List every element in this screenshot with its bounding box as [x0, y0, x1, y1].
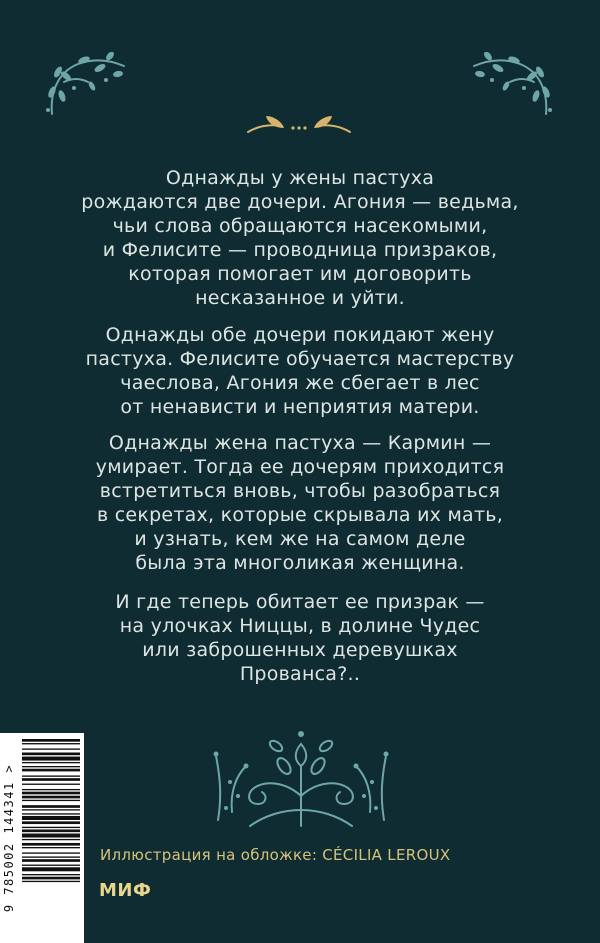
blurb-paragraph-1	[60, 166, 540, 310]
blurb-line: и узнать, кем же на самом деле	[134, 528, 466, 550]
blurb-line: И где теперь обитает ее призрак —	[115, 591, 485, 613]
barcode-stripe	[22, 753, 80, 756]
barcode-stripe	[22, 766, 80, 767]
barcode-stripe	[22, 789, 80, 790]
blurb-line: Однажды жена пастуха — Кармин —	[108, 432, 492, 454]
blurb-paragraph-2	[60, 323, 540, 419]
blurb-line: чьи слова обращаются насекомыми,	[112, 215, 488, 237]
barcode-stripe	[22, 769, 80, 772]
barcode-stripe	[22, 865, 80, 866]
barcode-stripe	[22, 856, 80, 857]
barcode-stripe	[22, 792, 80, 795]
floral-motif-icon	[206, 726, 396, 830]
floral-corner-icon	[470, 52, 554, 116]
barcode-stripe	[22, 874, 80, 875]
blurb-line: Прованса?..	[239, 663, 361, 685]
blurb-line: или заброшенных деревушках	[142, 639, 458, 661]
barcode-number	[0, 739, 18, 937]
publisher-logo: МИФ	[99, 880, 152, 901]
barcode	[0, 733, 84, 943]
barcode-stripe	[22, 757, 80, 761]
blurb-line: Однажды у жены пастуха	[165, 167, 435, 189]
barcode-stripe	[22, 784, 80, 785]
blurb-line: на улочках Ниццы, в долине Чудес	[119, 615, 481, 637]
barcode-stripe	[22, 877, 80, 880]
blurb-line: несказанное и уйти.	[195, 287, 405, 309]
blurb-paragraph-4	[60, 590, 540, 686]
barcode-stripe	[22, 743, 80, 744]
barcode-stripe	[22, 778, 80, 781]
cover-illustration-credit: Иллюстрация на обложке: CÉCILIA LEROUX	[100, 846, 451, 864]
blurb-line: умирает. Тогда ее дочерям приходится	[95, 456, 505, 478]
blurb-line: и Фелисите — проводница призраков,	[102, 239, 498, 261]
barcode-stripe	[22, 816, 80, 820]
blurb-line: от ненависти и неприятия матери.	[120, 396, 480, 418]
barcode-stripe	[22, 762, 80, 763]
floral-corner-icon	[44, 52, 128, 116]
blurb-line: Однажды обе дочери покидают жену	[105, 324, 495, 346]
barcode-stripe	[22, 739, 80, 742]
barcode-stripe	[22, 775, 80, 776]
barcode-bars-icon	[22, 739, 80, 937]
barcode-stripe	[22, 859, 80, 862]
barcode-stripe	[22, 813, 80, 814]
barcode-stripe	[22, 827, 80, 828]
blurb-line: пастуха. Фелисите обучается мастерству	[85, 348, 515, 370]
blurb-line: которая помогает им договорить	[128, 263, 472, 285]
barcode-stripe	[22, 748, 80, 749]
barcode-stripe	[22, 867, 80, 871]
barcode-stripe	[22, 796, 80, 799]
blurb-line: рождаются две дочери. Агония — ведьма,	[81, 191, 519, 213]
blurb-line: встретиться вновь, чтобы разобраться	[99, 480, 501, 502]
barcode-stripe	[22, 834, 80, 838]
barcode-stripe	[22, 843, 80, 846]
barcode-stripe	[22, 839, 80, 840]
barcode-stripe	[22, 881, 80, 882]
blurb-paragraph-3	[60, 431, 540, 575]
barcode-stripe	[22, 852, 80, 853]
blurb-line: чаеслова, Агония же сбегает в лес	[120, 372, 480, 394]
leaf-divider-icon	[244, 112, 354, 136]
barcode-stripe	[22, 805, 80, 808]
barcode-stripe	[22, 821, 80, 824]
barcode-stripe	[22, 809, 80, 810]
blurb-line: в секретах, которые скрывала их мать,	[96, 504, 504, 526]
barcode-stripe	[22, 847, 80, 848]
barcode-stripe	[22, 800, 80, 801]
blurb-line: была эта многоликая женщина.	[135, 552, 465, 574]
barcode-number-text: 9 785002 144341 >	[2, 763, 17, 913]
barcode-stripe	[22, 829, 80, 832]
